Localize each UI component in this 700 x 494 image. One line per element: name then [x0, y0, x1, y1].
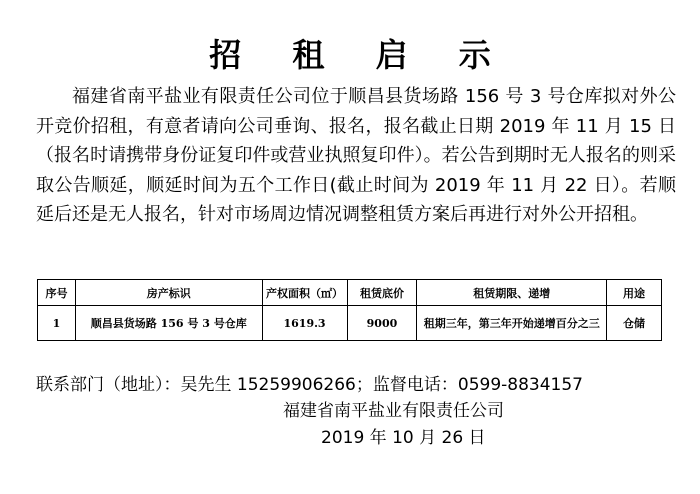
header-index: 序号: [38, 280, 76, 306]
cell-base-price: 9000: [347, 306, 417, 341]
property-table: [37, 279, 662, 341]
cell-index: 1: [38, 306, 76, 341]
header-property-id: 房产标识: [75, 280, 262, 306]
table-row: [38, 306, 662, 341]
notice-body: 福建省南平盐业有限责任公司位于顺昌县货场路 156 号 3 号仓库拟对外公开竞价招租，有意者请向公司垂询、报名，报名截止日期 2019 年 11 月 15 日（报名时请携带身份证复印件或营业执照复印件）。若公告到期时无人报名的则采取公告顺延，顺延时间为五个工作日(截止时间为 2019 年 11 月 22 日）。若顺延后还是无人报名，针对市场周边情况调整租赁方案后再进行对外公开招租。: [36, 86, 676, 225]
header-lease-term: 租赁期限、递增: [417, 280, 607, 306]
header-base-price: 租赁底价: [347, 280, 417, 306]
table-header-row: [38, 280, 662, 306]
notice-date: 2019 年 10 月 26 日: [321, 428, 486, 448]
cell-lease-term: 租期三年，第三年开始递增百分之三: [417, 306, 607, 341]
notice-title: 招 租 启 示: [209, 36, 511, 74]
header-area: 产权面积（㎡）: [262, 280, 347, 306]
cell-property-id: 顺昌县货场路 156 号 3 号仓库: [75, 306, 262, 341]
cell-area: 1619.3: [262, 306, 347, 341]
header-usage: 用途: [607, 280, 662, 306]
cell-usage: 仓储: [607, 306, 662, 341]
contact-line: 联系部门（地址）：吴先生 15259906266；监督电话：0599-8834157: [36, 375, 583, 395]
company-name: 福建省南平盐业有限责任公司: [283, 401, 504, 421]
